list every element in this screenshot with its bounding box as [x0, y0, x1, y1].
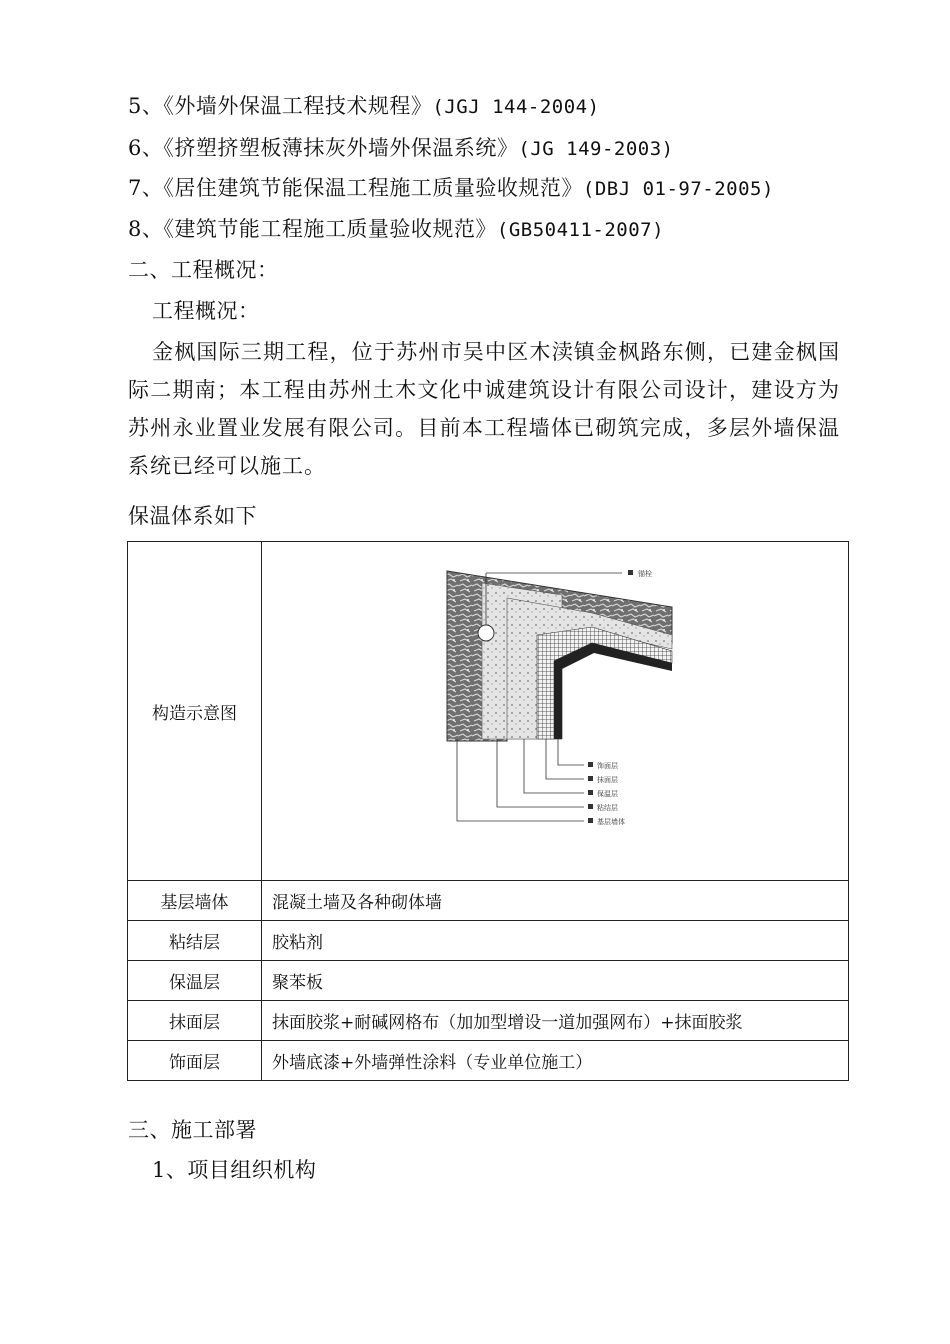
reference-number: 5、	[128, 94, 164, 118]
reference-code: (DBJ 01-97-2005)	[582, 178, 774, 200]
layer-material: 聚苯板	[262, 961, 849, 1001]
anchor-label: 锚栓	[638, 571, 652, 578]
table-row	[128, 961, 849, 1001]
layer-material: 混凝土墙及各种砌体墙	[262, 881, 849, 921]
section-heading: 二、工程概况：	[128, 258, 279, 282]
layer-material: 抹面胶浆+耐碱网格布（加加型增设一道加强网布）+抹面胶浆	[262, 1001, 849, 1041]
reference-code: (JG 149-2003)	[518, 138, 674, 160]
reference-title: 《外墙外保温工程技术规程》	[163, 94, 433, 118]
base-wall-label: 基层墙体	[597, 819, 625, 826]
diagram-row	[128, 542, 849, 881]
anchor-icon	[478, 625, 494, 641]
render-label: 抹面层	[597, 777, 618, 784]
reference-number: 8、	[128, 217, 164, 241]
reference-title: 《建筑节能工程施工质量验收规范》	[163, 217, 497, 241]
finish-label: 饰面层	[597, 763, 618, 770]
reference-item	[128, 174, 774, 203]
reference-number: 7、	[128, 176, 164, 200]
system-caption: 保温体系如下	[128, 504, 257, 528]
layer-material: 胶粘剂	[262, 921, 849, 961]
construction-diagram	[262, 542, 849, 881]
table-row	[128, 881, 849, 921]
insulation-label: 保温层	[597, 791, 618, 798]
layer-name: 基层墙体	[128, 881, 262, 921]
project-overview-paragraph: 金枫国际三期工程，位于苏州市吴中区木渎镇金枫路东侧，已建金枫国际二期南；本工程由苏州土木文化中诚建筑设计有限公司设计，建设方为苏州永业置业发展有限公司。目前本工程墙体已砌筑完成，多层外墙保温系统已经可以施工。	[128, 340, 840, 478]
adhesive-label: 粘结层	[597, 805, 618, 812]
table-row	[128, 1001, 849, 1041]
table-row	[128, 921, 849, 961]
layer-material: 外墙底漆+外墙弹性涂料（专业单位施工）	[262, 1041, 849, 1081]
diagram-label: 构造示意图	[128, 542, 262, 881]
layer-name: 饰面层	[128, 1041, 262, 1081]
layer-name: 粘结层	[128, 921, 262, 961]
layer-name: 抹面层	[128, 1001, 262, 1041]
subsection-heading: 工程概况：	[152, 299, 260, 323]
section-heading: 三、施工部署	[128, 1118, 257, 1142]
reference-code: (JGJ 144-2004)	[432, 96, 600, 118]
table-row	[128, 1041, 849, 1081]
reference-number: 6、	[128, 136, 164, 160]
layer-name: 保温层	[128, 961, 262, 1001]
reference-title: 《居住建筑节能保温工程施工质量验收规范》	[163, 176, 583, 200]
reference-title: 《挤塑挤塑板薄抹灰外墙外保温系统》	[163, 136, 519, 160]
wall-section-diagram	[262, 543, 847, 879]
reference-item	[128, 215, 664, 244]
subsection-heading: 1、项目组织机构	[152, 1158, 317, 1182]
reference-item	[128, 92, 600, 121]
reference-code: (GB50411-2007)	[496, 219, 665, 241]
insulation-system-table	[127, 541, 849, 1081]
reference-item	[128, 134, 674, 163]
